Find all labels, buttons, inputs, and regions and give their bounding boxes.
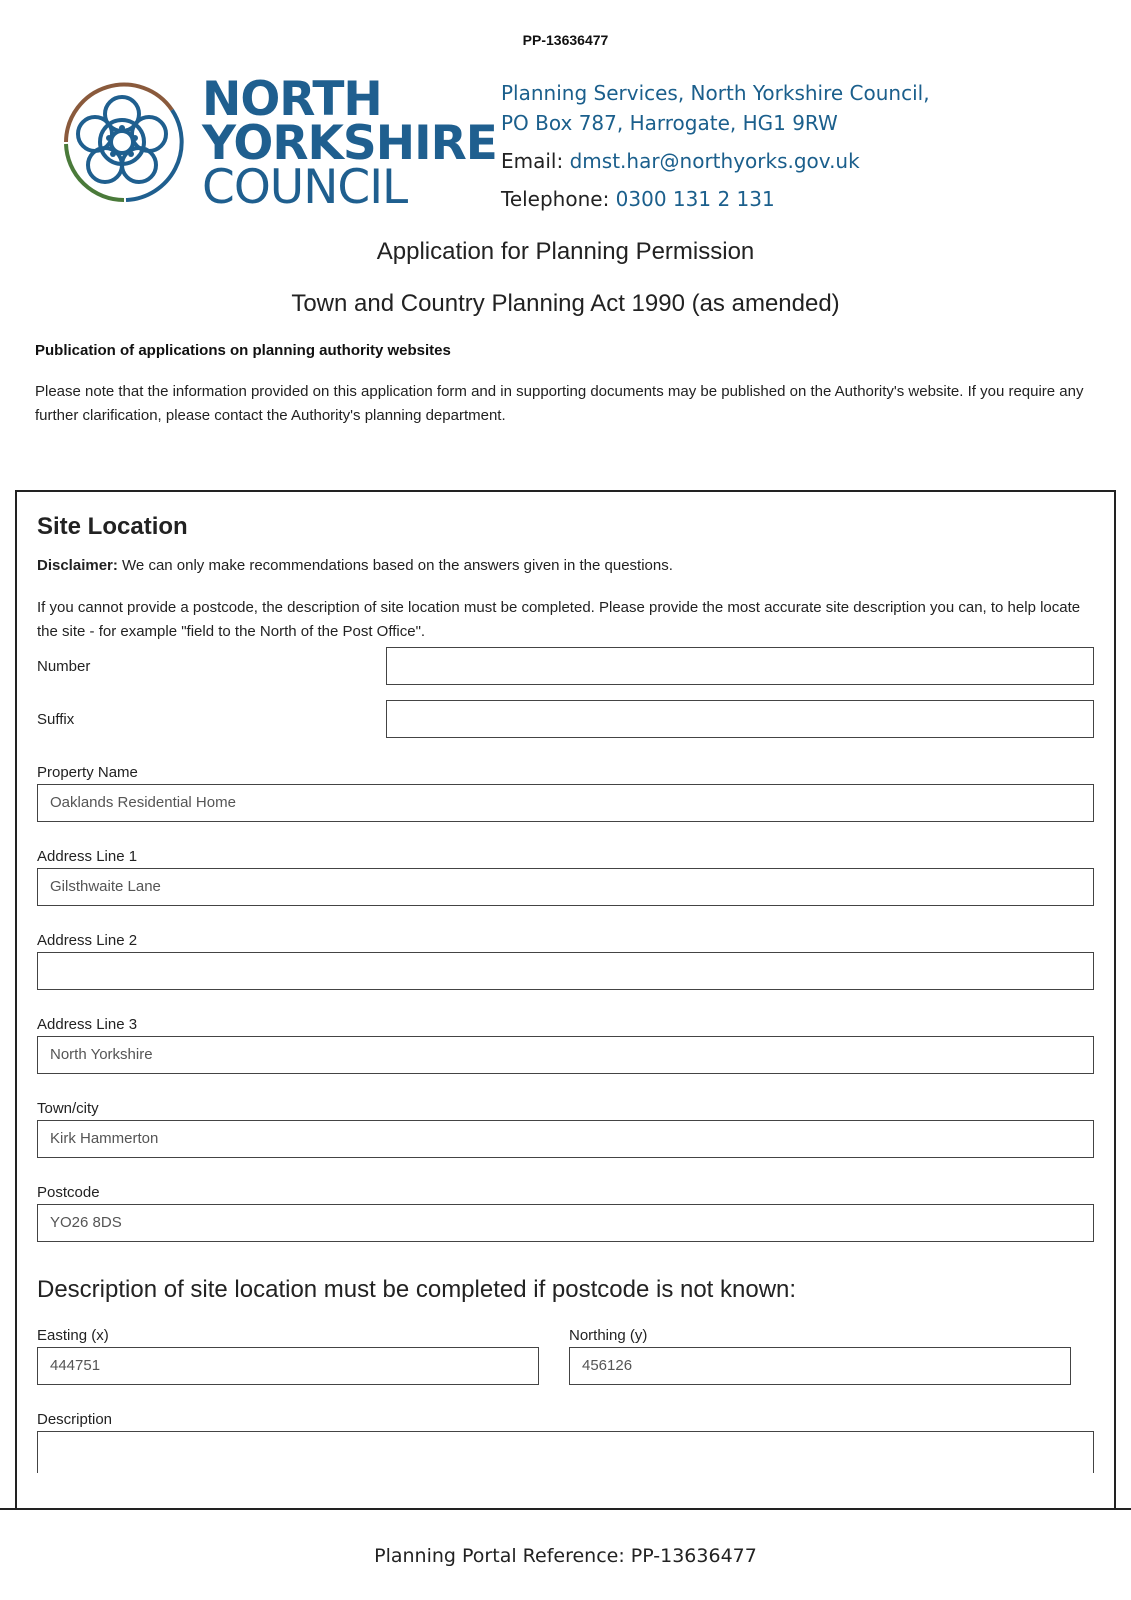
council-logo <box>54 72 497 222</box>
section-title: Site Location <box>37 513 188 540</box>
address-line-3-field[interactable]: North Yorkshire <box>37 1036 1094 1074</box>
form-title: Application for Planning Permission <box>376 238 755 265</box>
property-name-label: Property Name <box>37 764 138 781</box>
phone-line <box>501 184 930 214</box>
postcode-label: Postcode <box>37 1184 100 1201</box>
northing-field[interactable]: 456126 <box>569 1347 1071 1385</box>
easting-label: Easting (x) <box>37 1327 109 1344</box>
reference-number: PP-13636477 <box>522 32 609 48</box>
portal-reference-footer: Planning Portal Reference: PP-13636477 <box>374 1545 757 1567</box>
address-line-1: Planning Services, North Yorkshire Council, <box>501 81 930 105</box>
postcode-field[interactable]: YO26 8DS <box>37 1204 1094 1242</box>
disclaimer <box>37 557 673 574</box>
description-field[interactable] <box>37 1431 1094 1473</box>
logo-line-yorkshire: YORKSHIRE <box>202 116 497 171</box>
page-divider <box>0 1508 1131 1510</box>
logo-wordmark <box>202 72 497 215</box>
tudor-rose-emblem-icon <box>54 72 194 212</box>
address-line-3-label: Address Line 3 <box>37 1016 138 1033</box>
publication-heading: Publication of applications on planning authority websites <box>35 342 451 359</box>
email-line <box>501 146 930 176</box>
logo-line-council: COUNCIL <box>202 160 408 215</box>
disclaimer-label: Disclaimer: <box>37 557 118 574</box>
easting-field[interactable]: 444751 <box>37 1347 539 1385</box>
description-label: Description <box>37 1411 113 1428</box>
property-name-field[interactable]: Oaklands Residential Home <box>37 784 1094 822</box>
email-link[interactable]: dmst.har@northyorks.gov.uk <box>569 149 860 173</box>
number-label: Number <box>37 658 91 675</box>
description-heading: Description of site location must be completed if postcode is not known: <box>37 1276 797 1303</box>
postcode-note: If you cannot provide a postcode, the description of site location must be completed. Please provide the most accurate site description you can, to help locate the site - for example "field to the North of the Post Office". <box>37 599 1081 640</box>
town-label: Town/city <box>37 1100 99 1117</box>
phone-label: Telephone: <box>501 187 616 211</box>
address-line-2-label: Address Line 2 <box>37 932 138 949</box>
logo-line-north: NORTH <box>202 72 382 127</box>
form-act-subtitle: Town and Country Planning Act 1990 (as amended) <box>291 290 840 317</box>
address-line-2: PO Box 787, Harrogate, HG1 9RW <box>501 111 838 135</box>
address-line-1-label: Address Line 1 <box>37 848 138 865</box>
contact-details <box>501 78 930 214</box>
address-line-2-field[interactable] <box>37 952 1094 990</box>
publication-text: Please note that the information provided on this application form and in supporting documents may be published on the Authority's website. If you require any further clarification, please contact the Authority's planning department. <box>35 383 1084 424</box>
northing-label: Northing (y) <box>569 1327 648 1344</box>
number-field[interactable] <box>386 647 1094 685</box>
email-label: Email: <box>501 149 570 173</box>
suffix-field[interactable] <box>386 700 1094 738</box>
disclaimer-text: We can only make recommendations based on the answers given in the questions. <box>117 557 673 574</box>
town-field[interactable]: Kirk Hammerton <box>37 1120 1094 1158</box>
suffix-label: Suffix <box>37 711 75 728</box>
phone-link[interactable]: 0300 131 2 131 <box>615 187 775 211</box>
address-line-1-field[interactable]: Gilsthwaite Lane <box>37 868 1094 906</box>
